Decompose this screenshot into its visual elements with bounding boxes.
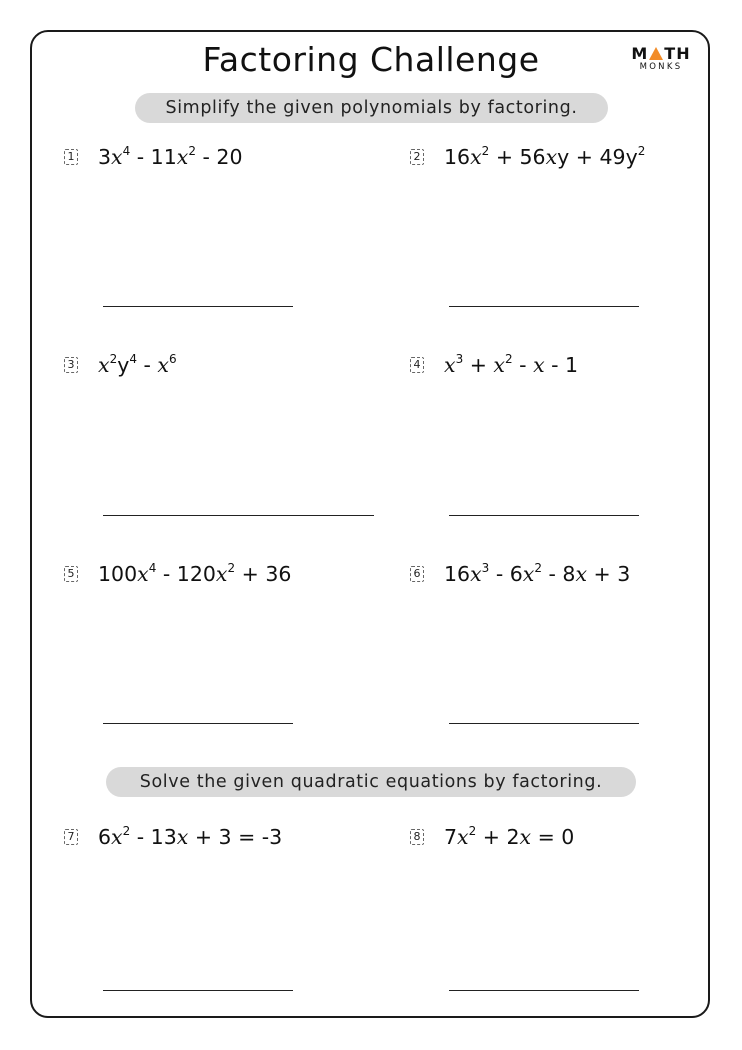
problem-3-expression: $x^2y^4 - x^6$ <box>98 352 177 377</box>
page-title: Factoring Challenge <box>202 40 540 79</box>
problem-number-2: 2 <box>410 149 424 165</box>
answer-line-1[interactable] <box>103 306 293 307</box>
problem-number-4: 4 <box>410 357 424 373</box>
problem-2-expression: $16x^2 + 56xy + 49y^2$ <box>444 144 646 169</box>
problem-number-1: 1 <box>64 149 78 165</box>
answer-line-6[interactable] <box>449 723 639 724</box>
problem-number-3: 3 <box>64 357 78 373</box>
problem-1-expression: $3x^4 - 11x^2 - 20$ <box>98 144 243 169</box>
problem-1 <box>64 145 242 169</box>
problem-7 <box>64 825 282 849</box>
problem-number-6: 6 <box>410 566 424 582</box>
problem-5-expression: $100x^4 - 120x^2 + 36$ <box>98 561 292 586</box>
problem-2 <box>410 145 645 169</box>
problem-4 <box>410 353 578 377</box>
problem-number-7: 7 <box>64 829 78 845</box>
problem-6 <box>410 562 630 586</box>
answer-line-3[interactable] <box>103 515 374 516</box>
answer-line-8[interactable] <box>449 990 639 991</box>
problem-7-expression: $6x^2 - 13x + 3 = -3$ <box>98 824 283 849</box>
instruction-simplify: Simplify the given polynomials by factoring. <box>135 93 608 123</box>
instruction-solve: Solve the given quadratic equations by factoring. <box>106 767 636 797</box>
problem-number-8: 8 <box>410 829 424 845</box>
problem-3 <box>64 353 177 377</box>
worksheet-border <box>30 30 710 1018</box>
answer-line-5[interactable] <box>103 723 293 724</box>
problem-8 <box>410 825 574 849</box>
problem-4-expression: $x^3 + x^2 - x - 1$ <box>444 352 579 377</box>
problem-5 <box>64 562 291 586</box>
problem-8-expression: $7x^2 + 2x = 0$ <box>444 824 575 849</box>
answer-line-7[interactable] <box>103 990 293 991</box>
problem-number-5: 5 <box>64 566 78 582</box>
triangle-icon <box>649 47 663 60</box>
answer-line-2[interactable] <box>449 306 639 307</box>
answer-line-4[interactable] <box>449 515 639 516</box>
math-monks-logo: M TH MONKS <box>631 44 691 72</box>
problem-6-expression: $16x^3 - 6x^2 - 8x + 3$ <box>444 561 631 586</box>
